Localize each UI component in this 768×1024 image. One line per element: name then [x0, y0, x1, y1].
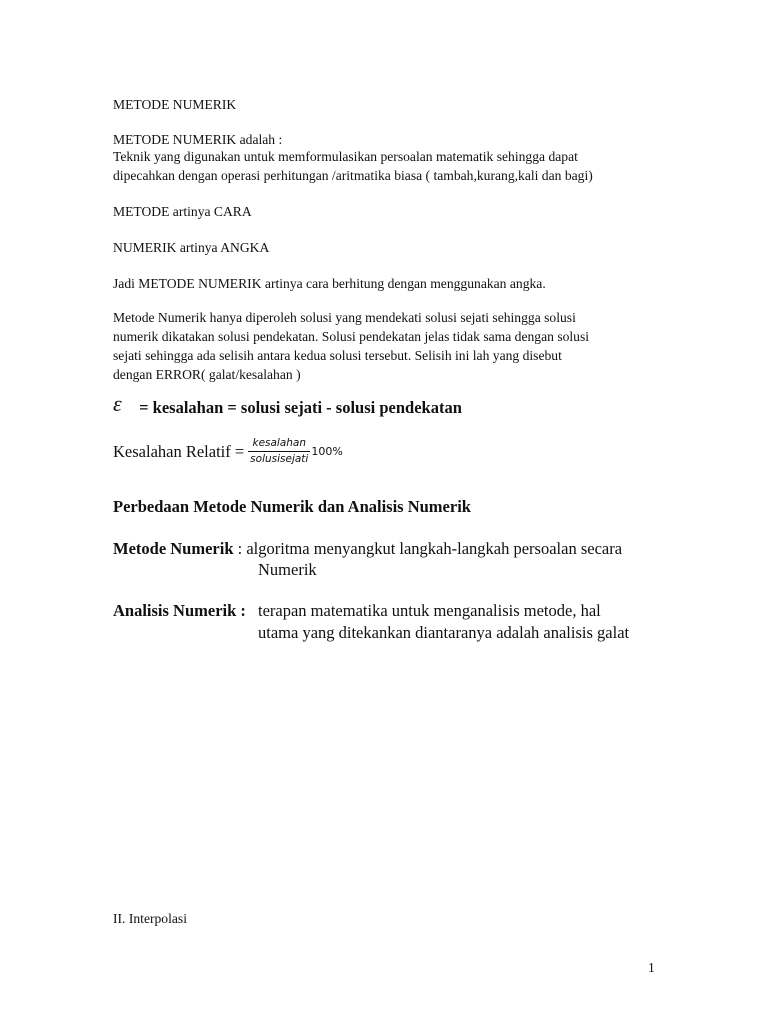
error-formula-text: = kesalahan = solusi sejati - solusi pendekatan [135, 398, 462, 417]
paragraph-line-4: dengan ERROR( galat/kesalahan ) [113, 367, 301, 382]
jadi-statement: Jadi METODE NUMERIK artinya cara berhitung dengan menggunakan angka. [113, 276, 546, 291]
next-section-heading: II. Interpolasi [113, 911, 187, 926]
intro-paragraph [113, 147, 673, 185]
section-heading: Perbedaan Metode Numerik dan Analisis Numerik [113, 497, 471, 516]
metode-meaning: METODE artinya CARA [113, 204, 252, 219]
fraction-denominator: solusisejati [250, 453, 309, 465]
metode-definition [113, 538, 622, 560]
metode-def-line-2: Numerik [258, 560, 317, 579]
error-formula [113, 393, 462, 419]
analisis-def-line-2: utama yang ditekankan diantaranya adalah analisis galat [258, 623, 630, 642]
relative-error-fraction [248, 437, 310, 466]
analisis-term: Analisis Numerik : [113, 601, 246, 620]
intro-line-1: Teknik yang digunakan untuk memformulasikan persoalan matematik sehingga dapat [113, 149, 578, 164]
paragraph-line-2: numerik dikatakan solusi pendekatan. Solusi pendekatan jelas tidak sama dengan solusi [113, 329, 590, 344]
fraction-suffix: 100% [311, 445, 343, 458]
analisis-def-line-1: terapan matematika untuk menganalisis metode, hal [258, 601, 601, 620]
paragraph-line-3: sejati sehingga ada selisih antara kedua solusi tersebut. Selisih ini lah yang disebut [113, 348, 562, 363]
paragraph-line-1: Metode Numerik hanya diperoleh solusi yang mendekati solusi sejati sehingga solusi [113, 310, 576, 325]
numerik-meaning: NUMERIK artinya ANGKA [113, 240, 270, 255]
fraction-numerator: kesalahan [252, 437, 307, 449]
epsilon-symbol: ε [113, 391, 122, 416]
page-number: 1 [648, 960, 655, 975]
metode-def-line-1: algoritma menyangkut langkah-langkah persoalan secara [246, 539, 623, 558]
intro-line-2: dipecahkan dengan operasi perhitungan /aritmatika biasa ( tambah,kurang,kali dan bagi) [113, 168, 593, 183]
error-paragraph [113, 308, 673, 384]
metode-term: Metode Numerik [113, 539, 234, 558]
metode-separator: : [233, 539, 247, 558]
analisis-definition [113, 600, 246, 622]
document-title: METODE NUMERIK [113, 97, 237, 112]
intro-heading: METODE NUMERIK adalah : [113, 132, 283, 147]
relative-error-label: Kesalahan Relatif = [113, 441, 245, 461]
relative-error-formula [113, 437, 343, 466]
